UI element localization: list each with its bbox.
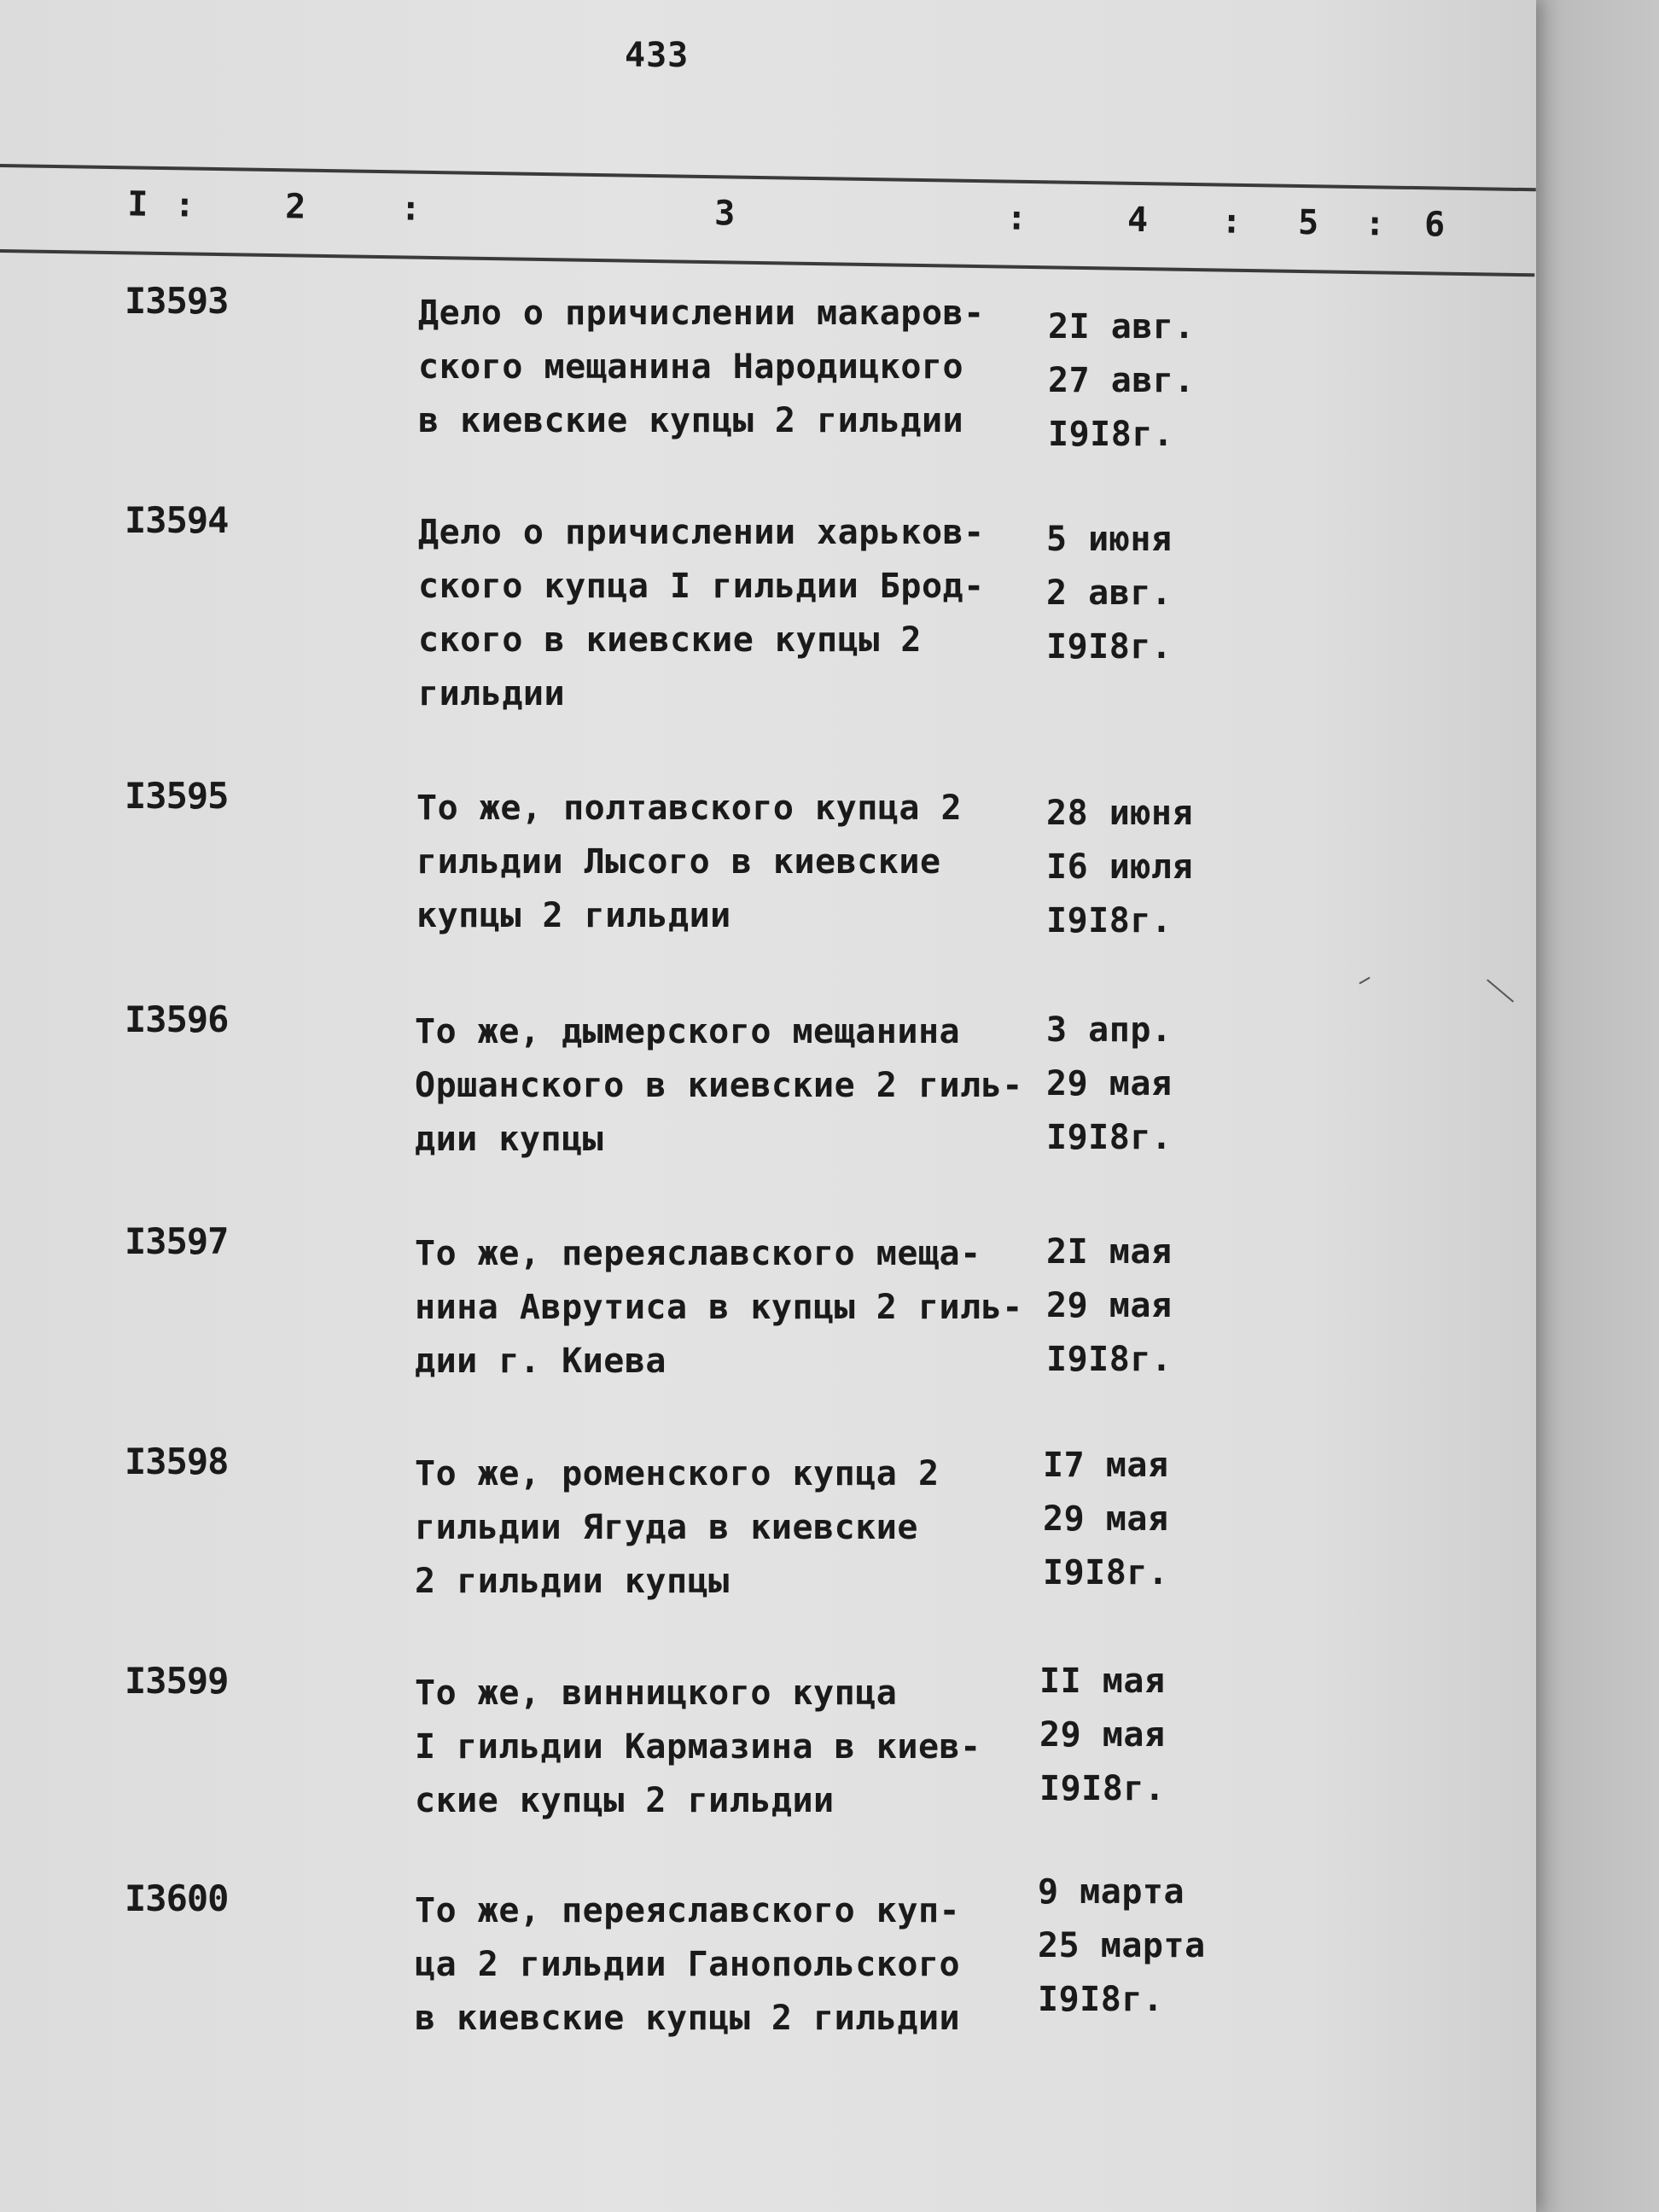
column-number-1: I bbox=[126, 184, 148, 224]
record-description bbox=[418, 287, 1050, 448]
column-header bbox=[0, 164, 1536, 282]
record-description bbox=[418, 506, 1050, 721]
record-description bbox=[415, 1884, 1046, 2046]
date-line: 2 авг. bbox=[1046, 573, 1173, 613]
record-number: I3595 bbox=[125, 775, 229, 817]
column-number-5: 5 bbox=[1297, 202, 1319, 243]
page-number: 433 bbox=[625, 36, 690, 75]
date-line: 5 июня bbox=[1046, 520, 1173, 559]
date-line: 27 авг. bbox=[1048, 361, 1196, 400]
description-line: гильдии bbox=[418, 674, 566, 713]
column-number-6: 6 bbox=[1423, 205, 1446, 245]
record-description bbox=[415, 1227, 1046, 1388]
date-line: I9I8г. bbox=[1039, 1769, 1166, 1808]
description-line: ского в киевские купцы 2 bbox=[418, 620, 922, 660]
description-line: нина Аврутиса в купцы 2 гиль- bbox=[415, 1288, 1023, 1327]
record-number: I3599 bbox=[125, 1660, 229, 1702]
record-description bbox=[415, 1447, 1046, 1609]
date-line: 29 мая bbox=[1046, 1064, 1173, 1103]
date-line: 29 мая bbox=[1046, 1286, 1173, 1325]
record-dates bbox=[1048, 300, 1253, 462]
description-line: ского купца I гильдии Брод- bbox=[418, 567, 985, 606]
description-line: Дело о причислении макаров- bbox=[418, 294, 985, 333]
description-line: гильдии Лысого в киевские bbox=[416, 842, 941, 882]
column-separator: : bbox=[1364, 204, 1386, 244]
record-dates bbox=[1046, 513, 1251, 674]
description-line: Дело о причислении харьков- bbox=[418, 513, 985, 552]
date-line: 2I авг. bbox=[1048, 307, 1196, 346]
date-line: I9I8г. bbox=[1048, 415, 1174, 454]
scan-mark bbox=[1487, 979, 1514, 1002]
description-line: в киевские купцы 2 гильдии bbox=[418, 401, 964, 440]
date-line: I9I8г. bbox=[1046, 901, 1173, 940]
column-number-3: 3 bbox=[713, 194, 736, 234]
description-line: в киевские купцы 2 гильдии bbox=[415, 1999, 961, 2038]
date-line: 2I мая bbox=[1046, 1232, 1173, 1272]
date-line: I6 июля bbox=[1046, 847, 1194, 887]
description-line: То же, полтавского купца 2 bbox=[416, 789, 963, 828]
record-number: I3596 bbox=[125, 998, 229, 1040]
description-line: ского мещанина Народицкого bbox=[418, 347, 964, 387]
date-line: I9I8г. bbox=[1046, 627, 1173, 667]
column-separator: : bbox=[1005, 198, 1027, 238]
record-description bbox=[415, 1005, 1046, 1167]
description-line: I гильдии Кармазина в киев- bbox=[415, 1727, 981, 1767]
record-dates bbox=[1046, 1004, 1251, 1165]
record-description bbox=[415, 1667, 1046, 1828]
description-line: То же, переяславского меща- bbox=[415, 1234, 981, 1273]
date-line: 29 мая bbox=[1043, 1499, 1169, 1539]
date-line: I7 мая bbox=[1043, 1446, 1169, 1485]
description-line: купцы 2 гильдии bbox=[416, 896, 731, 935]
record-dates bbox=[1039, 1655, 1244, 1816]
date-line: 28 июня bbox=[1046, 794, 1194, 833]
date-line: I9I8г. bbox=[1038, 1980, 1164, 2019]
column-separator: : bbox=[173, 185, 195, 225]
date-line: I9I8г. bbox=[1046, 1340, 1173, 1379]
record-number: I3594 bbox=[125, 499, 229, 541]
date-line: 29 мая bbox=[1039, 1715, 1166, 1755]
description-line: ские купцы 2 гильдии bbox=[415, 1781, 835, 1820]
record-description bbox=[416, 782, 1048, 943]
record-dates bbox=[1046, 1225, 1251, 1387]
record-dates bbox=[1043, 1439, 1248, 1600]
header-top-rule bbox=[0, 164, 1536, 191]
column-number-4: 4 bbox=[1126, 200, 1149, 241]
scan-mark bbox=[1359, 977, 1370, 985]
column-separator: : bbox=[1220, 201, 1243, 242]
record-dates bbox=[1038, 1866, 1243, 2027]
record-number: I3598 bbox=[125, 1441, 229, 1482]
description-line: гильдии Ягуда в киевские bbox=[415, 1508, 918, 1547]
date-line: 25 марта bbox=[1038, 1926, 1206, 1965]
record-number: I3600 bbox=[125, 1877, 229, 1919]
description-line: дии купцы bbox=[415, 1120, 604, 1159]
description-line: То же, переяславского куп- bbox=[415, 1891, 961, 1930]
description-line: То же, роменского купца 2 bbox=[415, 1454, 940, 1493]
date-line: I9I8г. bbox=[1046, 1118, 1173, 1157]
record-number: I3597 bbox=[125, 1220, 229, 1262]
description-line: 2 гильдии купцы bbox=[415, 1562, 730, 1601]
description-line: Оршанского в киевские 2 гиль- bbox=[415, 1066, 1023, 1105]
description-line: То же, дымерского мещанина bbox=[415, 1012, 961, 1051]
date-line: II мая bbox=[1039, 1662, 1166, 1701]
description-line: То же, винницкого купца bbox=[415, 1674, 898, 1713]
description-line: ца 2 гильдии Ганопольского bbox=[415, 1945, 961, 1984]
column-separator: : bbox=[399, 189, 422, 229]
date-line: 3 апр. bbox=[1046, 1010, 1173, 1050]
date-line: 9 марта bbox=[1038, 1872, 1185, 1912]
header-bottom-rule bbox=[0, 249, 1534, 276]
record-number: I3593 bbox=[125, 280, 229, 322]
description-line: дии г. Киева bbox=[415, 1342, 667, 1381]
column-number-2: 2 bbox=[284, 187, 306, 227]
record-dates bbox=[1046, 787, 1251, 948]
page-edge-shadow bbox=[1528, 0, 1659, 2212]
date-line: I9I8г. bbox=[1043, 1553, 1169, 1592]
